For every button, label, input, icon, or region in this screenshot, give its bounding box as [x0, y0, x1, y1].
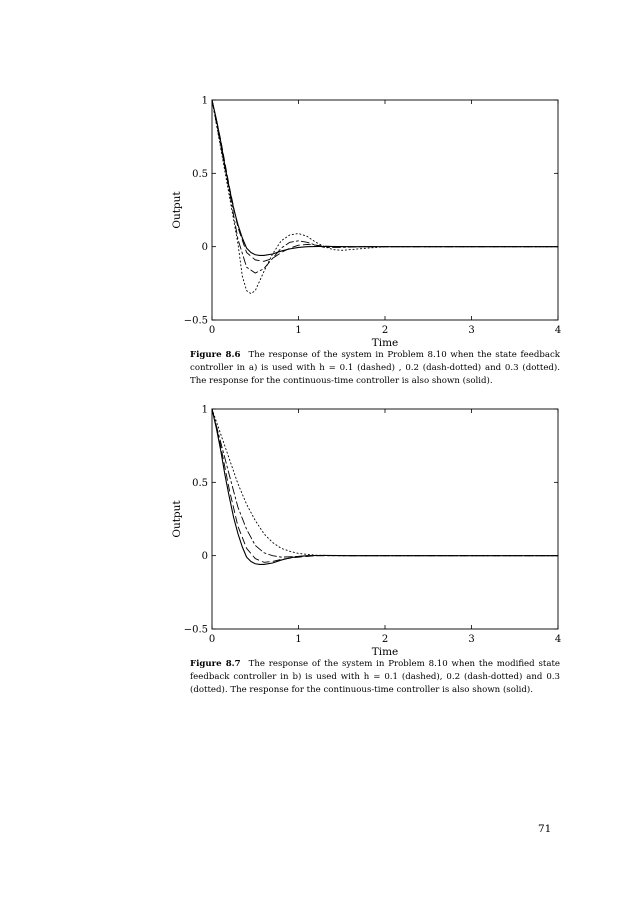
x-axis-label: Time — [371, 646, 399, 658]
figure-8-7-chart — [150, 401, 580, 661]
x-tick-label: 2 — [381, 325, 389, 336]
x-tick-label: 4 — [554, 325, 562, 336]
series-line-dotted — [212, 409, 558, 556]
x-tick-label: 2 — [381, 634, 389, 645]
y-tick-label: 1 — [201, 95, 208, 107]
figure-8-7-caption — [190, 658, 560, 697]
plot-frame — [212, 100, 558, 320]
figure-8-7-caption-text: The response of the system in Problem 8.10 when the modified state feedback controller in b) is used with h = 0.1 (dashed), 0.2 (dash-dotted) and 0.3 (dotted). The response for the continuous-time controller is also shown (solid). — [190, 659, 560, 695]
y-axis-label: Output — [171, 500, 183, 538]
y-tick-label: 0 — [201, 551, 208, 563]
series-line-dotted — [212, 100, 558, 294]
y-tick-label: −0.5 — [183, 624, 208, 636]
y-tick-label: 0.5 — [192, 168, 208, 180]
y-tick-label: 0 — [201, 242, 208, 254]
figure-8-6-caption-text: The response of the system in Problem 8.10 when the state feedback controller in a) is used with h = 0.1 (dashed) , 0.2 (dash-dotted) and 0.3 (dotted). The response for the continuous-time controller is also shown (solid). — [190, 350, 560, 386]
figure-8-6-label: Figure 8.6 — [190, 350, 241, 360]
figure-8-6-caption — [190, 349, 560, 388]
x-tick-label: 1 — [295, 325, 302, 336]
figure-8-7-label: Figure 8.7 — [190, 659, 241, 669]
x-tick-label: 3 — [468, 634, 475, 645]
series-line-dashed — [212, 100, 558, 261]
x-tick-label: 0 — [208, 325, 216, 336]
y-axis-label: Output — [171, 191, 183, 229]
series-line-solid — [212, 100, 558, 255]
y-tick-label: 1 — [201, 404, 208, 416]
x-tick-label: 3 — [468, 325, 475, 336]
figure-8-6-chart — [150, 92, 580, 352]
series-line-solid — [212, 409, 558, 564]
x-tick-label: 4 — [554, 634, 562, 645]
page-number: 71 — [538, 823, 552, 835]
x-tick-label: 1 — [295, 634, 302, 645]
series-line-dashed — [212, 409, 558, 562]
series-line-dash-dotted — [212, 409, 558, 557]
plot-frame — [212, 409, 558, 629]
y-tick-label: 0.5 — [192, 477, 208, 489]
x-tick-label: 0 — [208, 634, 216, 645]
x-axis-label: Time — [371, 337, 399, 349]
y-tick-label: −0.5 — [183, 315, 208, 327]
